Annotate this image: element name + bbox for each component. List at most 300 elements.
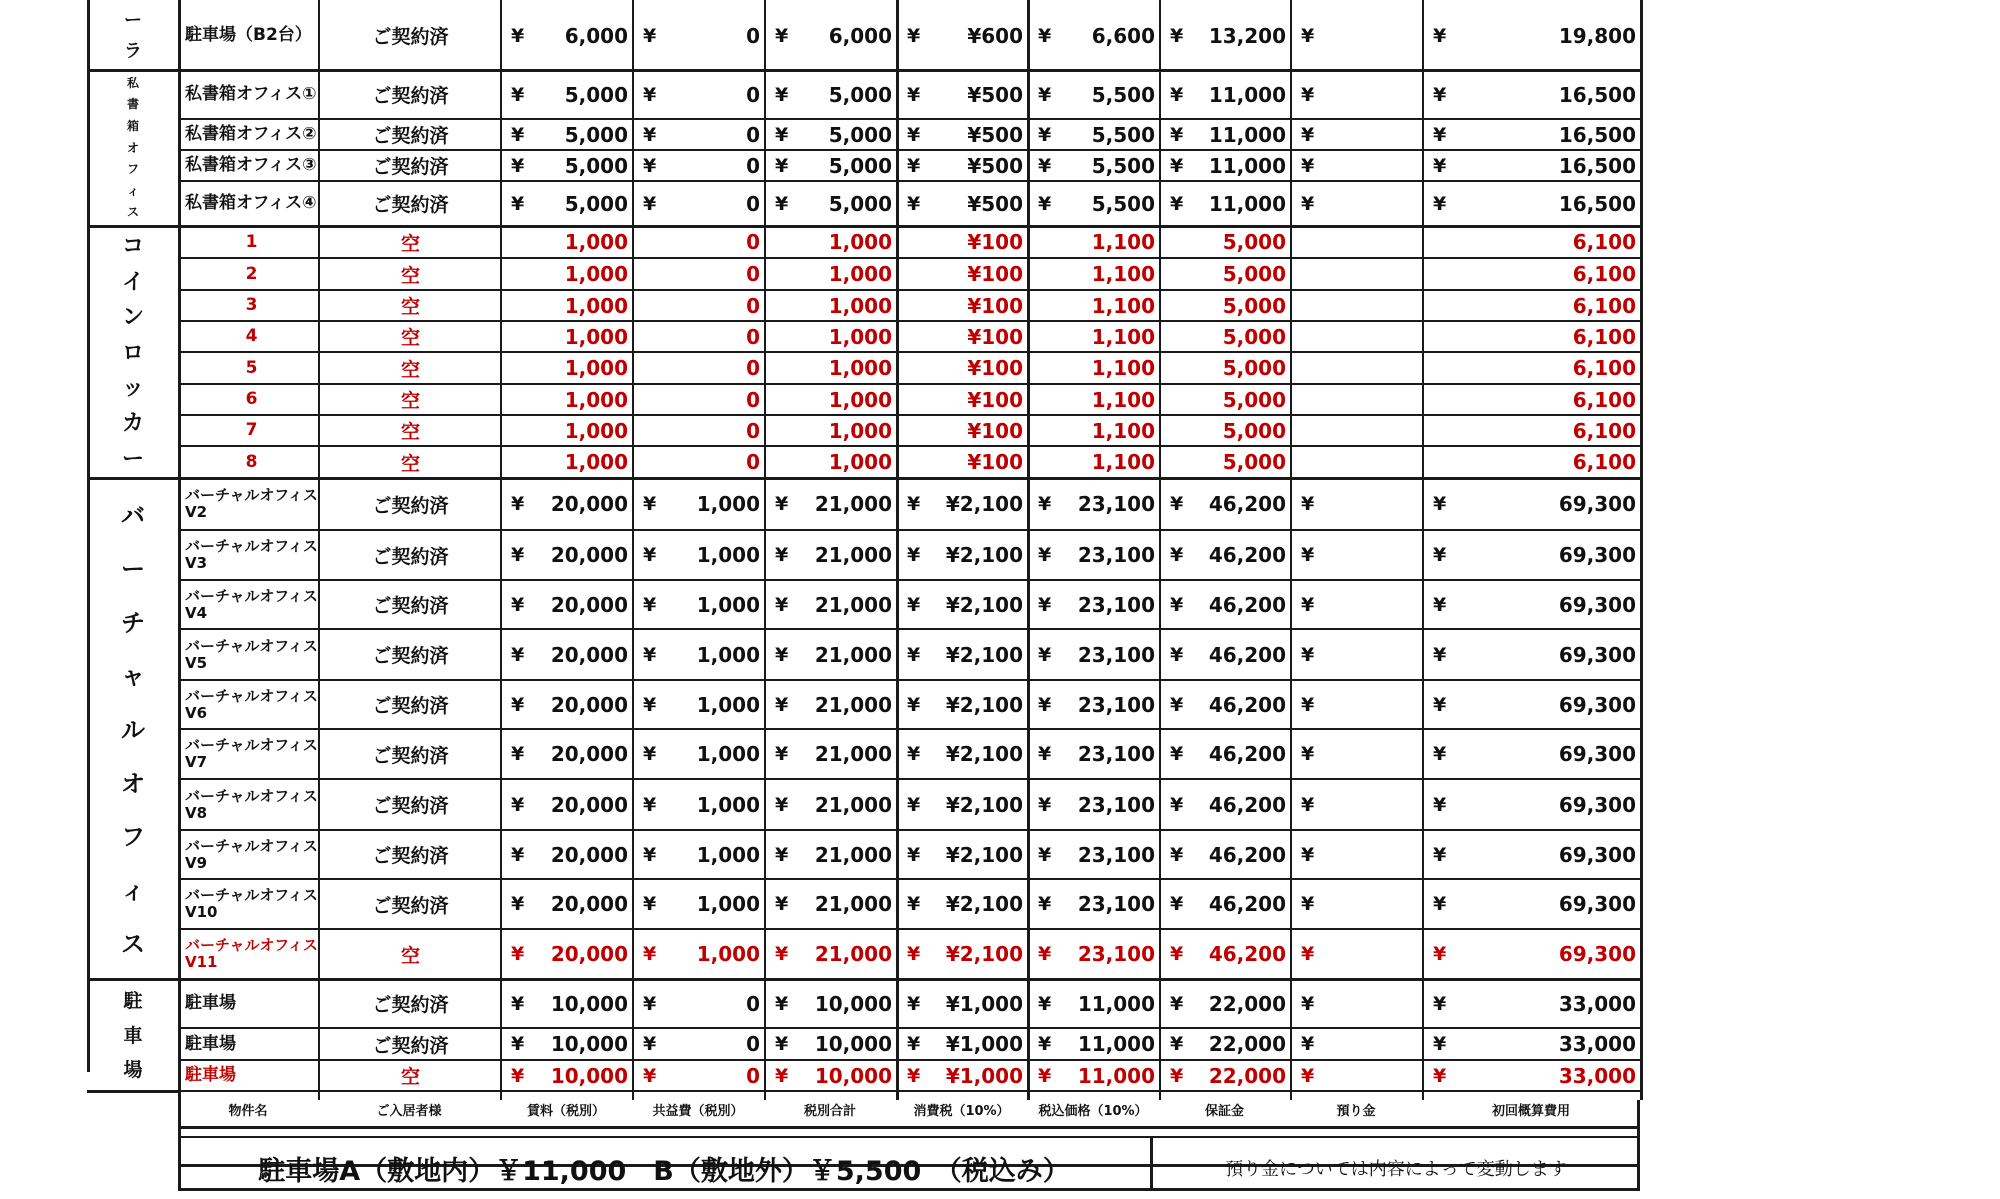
cell-initial: 33,000	[1558, 991, 1636, 1016]
cell-initial: 69,300	[1558, 792, 1636, 817]
column-header: 税込価格（10%）	[1038, 1103, 1148, 1119]
cell-initial: 6,100	[1572, 387, 1636, 412]
yen-mark: ¥	[907, 593, 921, 616]
cell-rent: 10,000	[550, 991, 628, 1016]
cell-total: 5,500	[1091, 82, 1155, 107]
yen-mark: ¥	[775, 793, 789, 816]
cell-subtotal: 5,000	[828, 82, 892, 107]
yen-mark: ¥	[907, 693, 921, 716]
category-label-char: チ	[121, 608, 145, 637]
cell-initial: 69,300	[1558, 692, 1636, 717]
yen-mark: ¥	[907, 893, 921, 915]
yen-mark: ¥	[775, 123, 789, 146]
cell-name: 8	[245, 451, 258, 472]
yen-mark: ¥	[511, 154, 525, 177]
yen-mark: ¥	[1038, 643, 1052, 666]
cell-initial: 69,300	[1558, 892, 1636, 916]
yen-mark: ¥	[1301, 1064, 1315, 1087]
cell-rent: 20,000	[550, 842, 628, 867]
cell-subtotal: 5,000	[828, 122, 892, 147]
category-label-char: ィ	[121, 876, 145, 905]
yen-mark: ¥	[1170, 1033, 1184, 1055]
cell-name: バーチャルオフィス V7	[185, 736, 318, 771]
cell-total: 23,100	[1077, 892, 1155, 916]
cell-common: 0	[746, 387, 760, 412]
yen-mark: ¥	[1433, 593, 1447, 616]
cell-name: 5	[245, 357, 258, 378]
yen-mark: ¥	[1170, 192, 1184, 215]
cell-subtotal: 21,000	[814, 942, 892, 966]
cell-initial: 69,300	[1558, 543, 1636, 567]
category-label-char: バ	[121, 501, 145, 530]
yen-mark: ¥	[907, 123, 921, 146]
yen-mark: ¥	[511, 893, 525, 915]
yen-mark: ¥	[511, 1064, 525, 1087]
cell-deposit: 46,200	[1208, 592, 1286, 617]
cell-deposit: 46,200	[1208, 742, 1286, 766]
cell-common: 1,000	[696, 742, 760, 766]
yen-mark: ¥	[511, 992, 525, 1015]
yen-mark: ¥	[1433, 123, 1447, 146]
yen-mark: ¥	[907, 643, 921, 666]
category-label-char: 書	[126, 97, 139, 112]
cell-deposit: 46,200	[1208, 942, 1286, 966]
header-bottom-rule	[178, 1126, 1640, 1129]
yen-mark: ¥	[907, 793, 921, 816]
cell-common: 0	[746, 23, 760, 48]
cell-deposit: 5,000	[1222, 324, 1286, 349]
column-border	[500, 0, 502, 1100]
cell-rent: 1,000	[564, 387, 628, 412]
yen-mark: ¥	[1170, 593, 1184, 616]
cell-subtotal: 21,000	[814, 492, 892, 516]
cell-status: ご契約済	[372, 156, 449, 178]
cell-common: 0	[746, 356, 760, 380]
cell-rent: 1,000	[564, 262, 628, 286]
category-label-char: ィ	[126, 183, 139, 198]
cell-initial: 16,500	[1558, 191, 1636, 216]
cell-total: 23,100	[1077, 792, 1155, 817]
cell-rent: 20,000	[550, 792, 628, 817]
cell-tax: ¥100	[967, 450, 1023, 474]
category-label	[88, 0, 178, 69]
cell-rent: 20,000	[550, 742, 628, 766]
yen-mark: ¥	[775, 1033, 789, 1055]
cell-subtotal: 1,000	[828, 262, 892, 286]
yen-mark: ¥	[643, 843, 657, 866]
category-label-char: フ	[121, 823, 145, 852]
column-header: ご入居者様	[376, 1103, 442, 1119]
cell-total: 23,100	[1077, 592, 1155, 617]
yen-mark: ¥	[1301, 154, 1315, 177]
cell-name: バーチャルオフィス V11	[185, 936, 318, 971]
cell-total: 6,600	[1091, 23, 1155, 48]
cell-status: ご契約済	[372, 26, 449, 48]
category-divider	[87, 1090, 178, 1093]
cell-common: 0	[746, 122, 760, 147]
yen-mark: ¥	[1433, 643, 1447, 666]
cell-total: 11,000	[1077, 991, 1155, 1016]
yen-mark: ¥	[1170, 123, 1184, 146]
cell-status: ご契約済	[372, 545, 449, 568]
yen-mark: ¥	[643, 693, 657, 716]
yen-mark: ¥	[1433, 943, 1447, 965]
cell-total: 5,500	[1091, 153, 1155, 178]
cell-name: 駐車場（B2台）	[185, 25, 312, 45]
yen-mark: ¥	[775, 992, 789, 1015]
yen-mark: ¥	[643, 992, 657, 1015]
yen-mark: ¥	[1038, 154, 1052, 177]
cell-deposit: 5,000	[1222, 293, 1286, 318]
yen-mark: ¥	[643, 544, 657, 566]
cell-total: 11,000	[1077, 1063, 1155, 1088]
cell-initial: 33,000	[1558, 1032, 1636, 1056]
yen-mark: ¥	[1170, 943, 1184, 965]
yen-mark: ¥	[775, 893, 789, 915]
cell-deposit: 5,000	[1222, 387, 1286, 412]
cell-total: 5,500	[1091, 191, 1155, 216]
cell-tax: ¥1,000	[945, 991, 1023, 1016]
yen-mark: ¥	[1170, 544, 1184, 566]
yen-mark: ¥	[1301, 123, 1315, 146]
cell-deposit: 5,000	[1222, 262, 1286, 286]
cell-initial: 6,100	[1572, 356, 1636, 380]
cell-tax: ¥600	[967, 23, 1023, 48]
cell-subtotal: 21,000	[814, 543, 892, 567]
yen-mark: ¥	[775, 943, 789, 965]
yen-mark: ¥	[643, 123, 657, 146]
yen-mark: ¥	[1038, 24, 1052, 47]
cell-common: 0	[746, 262, 760, 286]
cell-tax: ¥100	[967, 293, 1023, 318]
cell-name: 私書箱オフィス③	[185, 155, 317, 175]
cell-deposit: 11,000	[1208, 82, 1286, 107]
yen-mark: ¥	[1433, 493, 1447, 515]
yen-mark: ¥	[643, 743, 657, 765]
yen-mark: ¥	[643, 1033, 657, 1055]
category-label-char: 車	[123, 1024, 143, 1047]
yen-mark: ¥	[1301, 1033, 1315, 1055]
cell-total: 1,100	[1091, 387, 1155, 412]
yen-mark: ¥	[1301, 843, 1315, 866]
cell-deposit: 46,200	[1208, 492, 1286, 516]
category-label	[88, 225, 178, 477]
cell-status: ご契約済	[372, 994, 449, 1016]
category-label-char: ス	[121, 930, 145, 959]
yen-mark: ¥	[511, 643, 525, 666]
cell-rent: 1,000	[564, 324, 628, 349]
cell-subtotal: 21,000	[814, 692, 892, 717]
cell-subtotal: 6,000	[828, 23, 892, 48]
cell-subtotal: 1,000	[828, 450, 892, 474]
yen-mark: ¥	[775, 192, 789, 215]
category-label-char: ロ	[121, 340, 144, 366]
yen-mark: ¥	[1038, 793, 1052, 816]
cell-deposit: 13,200	[1208, 23, 1286, 48]
column-header: 税別合計	[803, 1103, 856, 1119]
yen-mark: ¥	[1433, 893, 1447, 915]
cell-subtotal: 1,000	[828, 324, 892, 349]
yen-mark: ¥	[643, 24, 657, 47]
cell-total: 23,100	[1077, 742, 1155, 766]
category-label-char: ー	[121, 446, 144, 472]
yen-mark: ¥	[1038, 83, 1052, 106]
yen-mark: ¥	[1170, 154, 1184, 177]
yen-mark: ¥	[1301, 24, 1315, 47]
cell-name: バーチャルオフィス V4	[185, 586, 318, 622]
cell-deposit: 5,000	[1222, 450, 1286, 474]
yen-mark: ¥	[511, 593, 525, 616]
cell-tax: ¥2,100	[945, 942, 1023, 966]
category-label-char: フ	[126, 162, 139, 177]
yen-mark: ¥	[511, 24, 525, 47]
cell-name: バーチャルオフィス V2	[185, 486, 318, 521]
cell-total: 23,100	[1077, 842, 1155, 867]
yen-mark: ¥	[643, 643, 657, 666]
cell-rent: 6,000	[564, 23, 628, 48]
cell-status: 空	[400, 296, 420, 318]
cell-initial: 69,300	[1558, 642, 1636, 667]
cell-initial: 16,500	[1558, 153, 1636, 178]
cell-deposit: 46,200	[1208, 543, 1286, 567]
cell-tax: ¥2,100	[945, 742, 1023, 766]
cell-total: 1,100	[1091, 418, 1155, 443]
yen-mark: ¥	[643, 493, 657, 515]
cell-initial: 19,800	[1558, 23, 1636, 48]
cell-common: 0	[746, 293, 760, 318]
cell-subtotal: 21,000	[814, 592, 892, 617]
cell-status: 空	[400, 327, 420, 349]
cell-initial: 69,300	[1558, 742, 1636, 766]
cell-total: 23,100	[1077, 692, 1155, 717]
yen-mark: ¥	[907, 843, 921, 866]
yen-mark: ¥	[1170, 643, 1184, 666]
cell-status: 空	[400, 264, 420, 287]
cell-subtotal: 21,000	[814, 742, 892, 766]
cell-subtotal: 21,000	[814, 792, 892, 817]
yen-mark: ¥	[1433, 743, 1447, 765]
cell-total: 1,100	[1091, 230, 1155, 254]
cell-total: 23,100	[1077, 942, 1155, 966]
cell-rent: 5,000	[564, 122, 628, 147]
category-label-char: オ	[126, 140, 139, 155]
cell-name: 私書箱オフィス②	[185, 124, 317, 144]
cell-tax: ¥2,100	[945, 592, 1023, 617]
column-header: 初回概算費用	[1491, 1103, 1570, 1119]
cell-rent: 1,000	[564, 450, 628, 474]
yen-mark: ¥	[1170, 893, 1184, 915]
yen-mark: ¥	[1038, 693, 1052, 716]
cell-subtotal: 10,000	[814, 1032, 892, 1056]
yen-mark: ¥	[511, 843, 525, 866]
yen-mark: ¥	[1301, 693, 1315, 716]
cell-common: 1,000	[696, 792, 760, 817]
category-label-char: ー	[121, 555, 145, 584]
column-border	[764, 0, 766, 1100]
cell-deposit: 11,000	[1208, 153, 1286, 178]
cell-rent: 1,000	[564, 230, 628, 254]
yen-mark: ¥	[1038, 943, 1052, 965]
cell-tax: ¥2,100	[945, 692, 1023, 717]
cell-common: 0	[746, 418, 760, 443]
category-label-char: ス	[126, 205, 139, 220]
cell-common: 1,000	[696, 492, 760, 516]
category-label-char: ー	[124, 9, 142, 31]
cell-rent: 5,000	[564, 153, 628, 178]
column-header: 物件名	[228, 1103, 268, 1119]
yen-mark: ¥	[907, 743, 921, 765]
cell-name: バーチャルオフィス V5	[185, 636, 318, 672]
cell-name: バーチャルオフィス V3	[185, 537, 318, 572]
cell-deposit: 5,000	[1222, 230, 1286, 254]
cell-name: 2	[245, 263, 258, 284]
yen-mark: ¥	[511, 493, 525, 515]
cell-name: 駐車場	[185, 1033, 236, 1054]
yen-mark: ¥	[1170, 693, 1184, 716]
cell-subtotal: 5,000	[828, 153, 892, 178]
yen-mark: ¥	[775, 154, 789, 177]
cell-deposit: 11,000	[1208, 122, 1286, 147]
yen-mark: ¥	[1038, 1033, 1052, 1055]
column-border	[1422, 0, 1424, 1100]
cell-deposit: 46,200	[1208, 692, 1286, 717]
yen-mark: ¥	[907, 83, 921, 106]
cell-status: 空	[400, 421, 420, 443]
yen-mark: ¥	[1301, 493, 1315, 515]
cell-tax: ¥500	[967, 191, 1023, 216]
cell-tax: ¥2,100	[945, 492, 1023, 516]
yen-mark: ¥	[907, 192, 921, 215]
category-label-char: ャ	[121, 662, 145, 691]
yen-mark: ¥	[775, 1064, 789, 1087]
category-label-char: ル	[121, 715, 145, 744]
cell-status: ご契約済	[372, 494, 449, 517]
cell-status: ご契約済	[372, 845, 449, 867]
yen-mark: ¥	[1038, 192, 1052, 215]
cell-tax: ¥100	[967, 230, 1023, 254]
cell-status: ご契約済	[372, 894, 449, 917]
cell-initial: 16,500	[1558, 82, 1636, 107]
cell-common: 0	[746, 450, 760, 474]
yen-mark: ¥	[775, 843, 789, 866]
cell-rent: 1,000	[564, 293, 628, 318]
yen-mark: ¥	[1433, 1033, 1447, 1055]
cell-subtotal: 10,000	[814, 991, 892, 1016]
yen-mark: ¥	[1170, 743, 1184, 765]
yen-mark: ¥	[907, 943, 921, 965]
cell-subtotal: 21,000	[814, 842, 892, 867]
cell-initial: 69,300	[1558, 942, 1636, 966]
cell-common: 0	[746, 991, 760, 1016]
cell-subtotal: 1,000	[828, 293, 892, 318]
yen-mark: ¥	[1433, 793, 1447, 816]
yen-mark: ¥	[511, 544, 525, 566]
yen-mark: ¥	[511, 793, 525, 816]
cell-name: 1	[245, 231, 258, 252]
cell-deposit: 5,000	[1222, 418, 1286, 443]
cell-total: 23,100	[1077, 543, 1155, 567]
cell-rent: 1,000	[564, 418, 628, 443]
yen-mark: ¥	[511, 943, 525, 965]
yen-mark: ¥	[1170, 793, 1184, 816]
cell-status: 空	[400, 358, 420, 381]
yen-mark: ¥	[1038, 123, 1052, 146]
yen-mark: ¥	[643, 943, 657, 965]
cell-initial: 6,100	[1572, 230, 1636, 254]
column-border	[1640, 0, 1643, 1100]
yen-mark: ¥	[511, 693, 525, 716]
cell-status: 空	[400, 452, 420, 475]
cell-tax: ¥500	[967, 122, 1023, 147]
yen-mark: ¥	[1433, 192, 1447, 215]
cell-status: ご契約済	[372, 85, 449, 107]
yen-mark: ¥	[511, 192, 525, 215]
cell-common: 0	[746, 1063, 760, 1088]
yen-mark: ¥	[1038, 593, 1052, 616]
cell-rent: 1,000	[564, 356, 628, 380]
cell-common: 0	[746, 82, 760, 107]
cell-rent: 10,000	[550, 1032, 628, 1056]
yen-mark: ¥	[643, 893, 657, 915]
yen-mark: ¥	[643, 593, 657, 616]
category-label	[88, 978, 178, 1090]
cell-total: 23,100	[1077, 642, 1155, 667]
cell-deposit: 46,200	[1208, 642, 1286, 667]
cell-subtotal: 21,000	[814, 642, 892, 667]
column-header: 消費税（10%）	[913, 1103, 1010, 1119]
cell-common: 1,000	[696, 892, 760, 916]
cell-tax: ¥1,000	[945, 1032, 1023, 1056]
yen-mark: ¥	[1170, 493, 1184, 515]
yen-mark: ¥	[1433, 83, 1447, 106]
cell-deposit: 46,200	[1208, 892, 1286, 916]
parking-price-note: 駐車場A（敷地内）￥11,000 B（敷地外）￥5,500 （税込み）	[258, 1155, 1070, 1187]
cell-tax: ¥2,100	[945, 892, 1023, 916]
cell-tax: ¥500	[967, 153, 1023, 178]
yen-mark: ¥	[643, 154, 657, 177]
cell-total: 1,100	[1091, 450, 1155, 474]
cell-subtotal: 5,000	[828, 191, 892, 216]
cell-initial: 69,300	[1558, 842, 1636, 867]
yen-mark: ¥	[775, 693, 789, 716]
category-label	[88, 69, 178, 225]
category-label-char: ッ	[121, 375, 144, 401]
yen-mark: ¥	[1433, 1064, 1447, 1087]
cell-tax: ¥2,100	[945, 543, 1023, 567]
cell-deposit: 22,000	[1208, 1063, 1286, 1088]
yen-mark: ¥	[1038, 1064, 1052, 1087]
yen-mark: ¥	[907, 493, 921, 515]
cell-name: 3	[245, 295, 258, 315]
yen-mark: ¥	[775, 743, 789, 765]
cell-common: 0	[746, 324, 760, 349]
cell-total: 23,100	[1077, 492, 1155, 516]
yen-mark: ¥	[1170, 843, 1184, 866]
cell-tax: ¥100	[967, 324, 1023, 349]
cell-common: 1,000	[696, 543, 760, 567]
cell-common: 1,000	[696, 592, 760, 617]
cell-rent: 5,000	[564, 191, 628, 216]
cell-initial: 6,100	[1572, 262, 1636, 286]
yen-mark: ¥	[1301, 793, 1315, 816]
yen-mark: ¥	[1301, 992, 1315, 1015]
cell-rent: 5,000	[564, 82, 628, 107]
deposit-note: 預り金については内容によって変動します	[1225, 1159, 1567, 1180]
cell-status: ご契約済	[372, 194, 449, 216]
category-label-char: オ	[121, 769, 145, 798]
cell-status: ご契約済	[372, 695, 449, 717]
yen-mark: ¥	[1038, 493, 1052, 515]
